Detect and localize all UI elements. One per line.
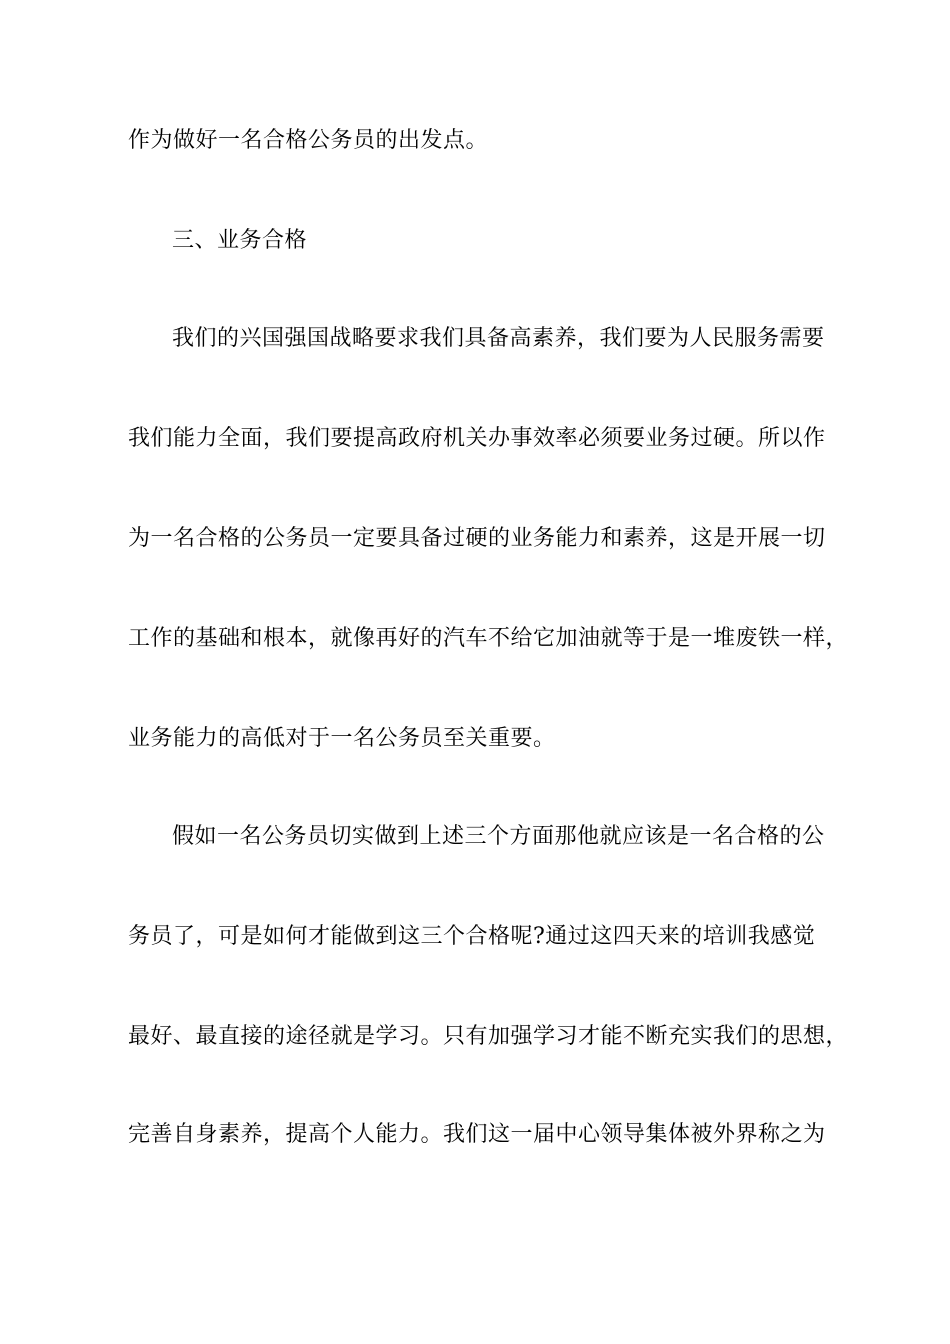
text-line: 假如一名公务员切实做到上述三个方面那他就应该是一名合格的公	[172, 824, 825, 849]
text-line: 最好、最直接的途径就是学习。只有加强学习才能不断充实我们的思想，	[128, 1024, 849, 1049]
text-line: 完善自身素养，提高个人能力。我们这一届中心领导集体被外界称之为	[128, 1122, 826, 1147]
text-line: 我们能力全面，我们要提高政府机关办事效率必须要业务过硬。所以作	[128, 426, 826, 451]
text-line: 作为做好一名合格公务员的出发点。	[128, 128, 489, 153]
text-line: 工作的基础和根本，就像再好的汽车不给它加油就等于是一堆废铁一样，	[128, 626, 849, 651]
text-line: 业务能力的高低对于一名公务员至关重要。	[128, 726, 556, 751]
text-line: 我们的兴国强国战略要求我们具备高素养，我们要为人民服务需要	[172, 326, 825, 351]
text-line: 为一名合格的公务员一定要具备过硬的业务能力和素养，这是开展一切	[128, 526, 826, 551]
section-heading: 三、业务合格	[172, 228, 308, 253]
text-line: 务员了，可是如何才能做到这三个合格呢?通过这四天来的培训我感觉	[128, 924, 816, 949]
